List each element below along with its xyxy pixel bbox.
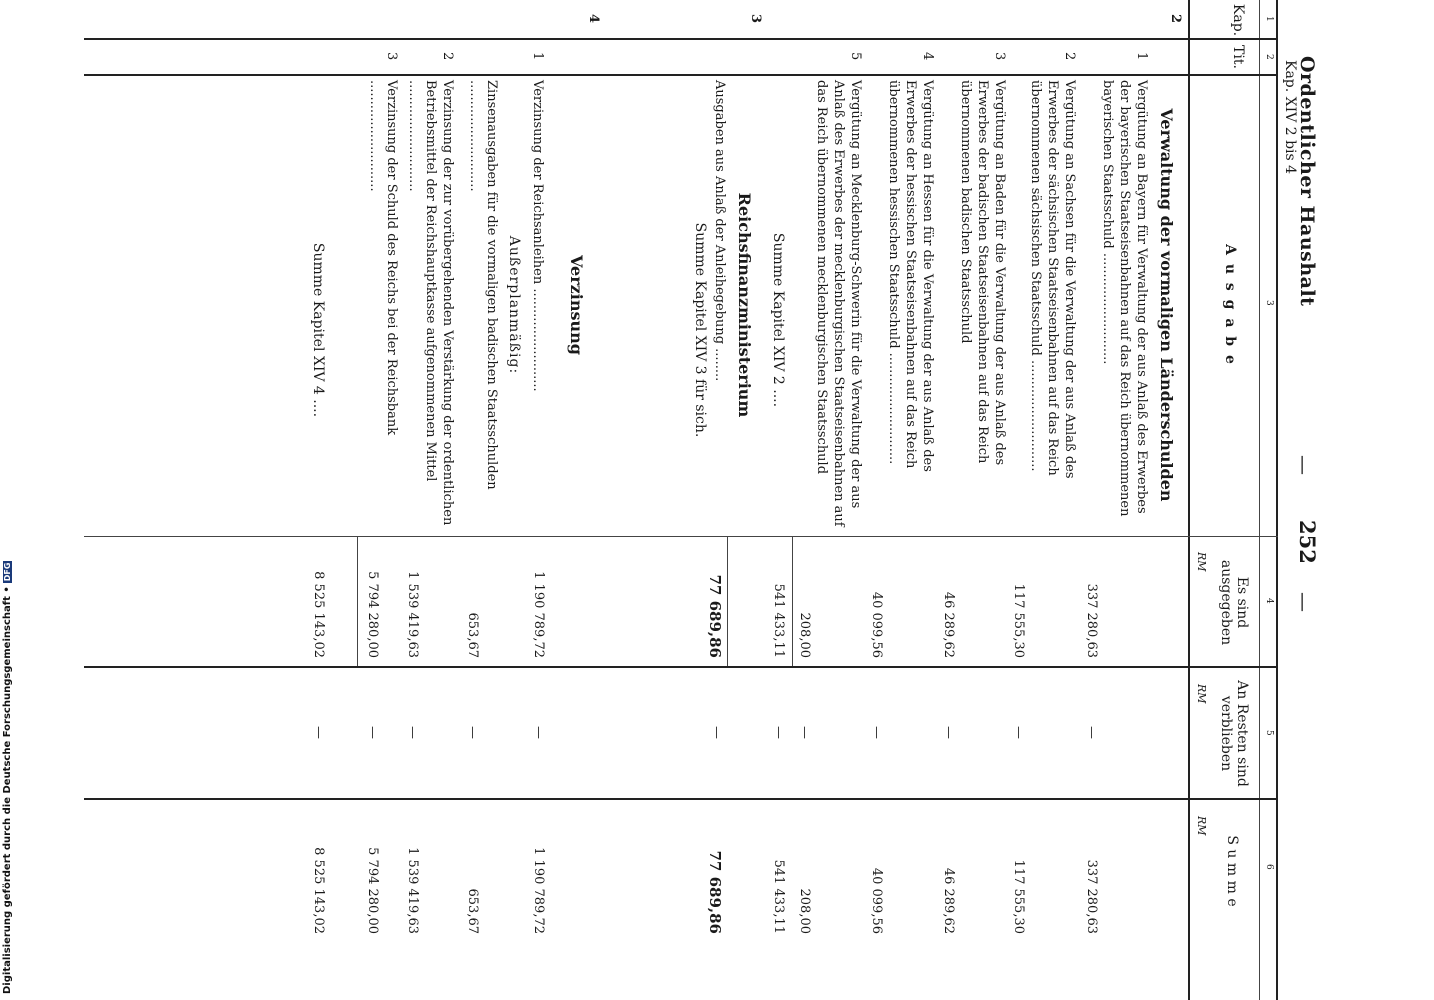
page-subtitle: Kap. XIV 2 bis 4 xyxy=(1282,60,1298,175)
row-rest: — xyxy=(869,726,884,739)
tit-number: 3 xyxy=(384,52,399,61)
subtotal-rule xyxy=(792,536,793,666)
row-text: Vergütung an Sachsen für die Verwaltung der aus Anlaß des Erwerbes der sächsischen Staatseisenbahnen auf das Reich übernommenen sächsischen Staatsschuld ........................... xyxy=(1028,80,1077,479)
row-sum: 40 099,56 xyxy=(869,867,884,934)
col-divider xyxy=(84,666,1278,668)
col-divider xyxy=(84,38,1278,40)
row-text: Verzinsung der zur vorübergehenden Verstärkung der ordentlichen Betriebsmittel der Reichshauptkasse aufgenommenen Mittel ........................... xyxy=(406,80,455,526)
tit-number: 2 xyxy=(1062,52,1077,61)
section-heading: Verzinsung xyxy=(567,255,586,355)
colnum-4: 4 xyxy=(1264,598,1274,604)
header-tit: Tit. xyxy=(1230,45,1246,69)
dfg-logo: DFG xyxy=(3,562,12,582)
total-value: 77 689,86 xyxy=(706,574,724,658)
row-text: Vergütung an Bayern für Verwaltung der aus Anlaß des Erwerbes der bayerischen Staatseisenbahnen auf das Reich übernommenen bayerischen Staatsschuld ........................... xyxy=(1100,80,1149,517)
section-heading: Verwaltung der vormaligen Länderschulden xyxy=(1157,108,1176,502)
total-value: 541 433,11 xyxy=(771,583,786,658)
row-value: 1 539 419,63 xyxy=(405,571,420,658)
row-sum: 46 289,62 xyxy=(941,867,956,934)
section-kap: 3 xyxy=(748,14,763,24)
subtotal-rule xyxy=(727,536,728,666)
row-value: 117 555,30 xyxy=(1011,583,1026,658)
sidebar xyxy=(0,0,18,1000)
row-rest: — xyxy=(1084,726,1099,739)
row-value: 5 794 280,00 xyxy=(365,571,380,658)
row-text: Außerplanmäßig: xyxy=(506,235,522,375)
funding-note: Digitalisierung gefördert durch die Deutsche Forschungsgemeinschaft •DFG xyxy=(2,562,13,994)
row-rest: — xyxy=(797,726,812,739)
header-ausgabe: A u s g a b e xyxy=(1222,244,1238,366)
row-value: 1 190 789,72 xyxy=(531,571,546,658)
header-dash: — xyxy=(1292,455,1316,475)
document-page xyxy=(84,0,1346,1000)
row-rest: — xyxy=(531,726,546,739)
total-sum: 8 525 143,02 xyxy=(311,847,326,934)
row-sum: 208,00 xyxy=(797,888,812,934)
row-sum: 1 190 789,72 xyxy=(531,847,546,934)
header-dash: — xyxy=(1292,592,1316,612)
header-col5: An Resten sind verblieben xyxy=(1218,680,1250,787)
row-value: 46 289,62 xyxy=(941,591,956,658)
row-rest: — xyxy=(465,726,480,739)
page-title: Ordentlicher Haushalt xyxy=(1296,56,1318,307)
row-rest: — xyxy=(405,726,420,739)
unit-col5: RM xyxy=(1195,684,1208,704)
header-bottom-rule xyxy=(1188,0,1190,1000)
col-divider xyxy=(84,74,1278,76)
row-text: Verzinsung der Reichsanleihen ......................... xyxy=(530,80,545,392)
total-label: Summe Kapitel XIV 2 .... xyxy=(770,232,786,408)
colnum-6: 6 xyxy=(1264,864,1274,870)
colnum-rule xyxy=(1259,0,1260,1000)
row-sum: 1 539 419,63 xyxy=(405,847,420,934)
row-text: Vergütung an Baden für die Verwaltung der aus Anlaß des Erwerbes der badischen Staatseisenbahnen auf das Reich übernommenen badischen Staatsschuld xyxy=(958,80,1007,466)
section-heading: Reichsfinanzministerium xyxy=(735,192,754,418)
table-top-rule xyxy=(1276,0,1278,1000)
row-rest: — xyxy=(941,726,956,739)
colnum-5: 5 xyxy=(1264,730,1274,736)
row-value: 653,67 xyxy=(465,612,480,658)
total-sum: 77 689,86 xyxy=(706,850,724,934)
unit-col4: RM xyxy=(1195,552,1208,572)
tit-number: 4 xyxy=(920,52,935,61)
colnum-1: 1 xyxy=(1264,16,1274,22)
total-rest: — xyxy=(771,726,786,739)
row-value: 208,00 xyxy=(797,612,812,658)
col-divider xyxy=(84,798,1278,800)
row-value: 40 099,56 xyxy=(869,591,884,658)
total-value: 8 525 143,02 xyxy=(311,571,326,658)
row-sum: 653,67 xyxy=(465,888,480,934)
tit-number: 5 xyxy=(848,52,863,61)
subtotal-rule xyxy=(357,536,358,666)
row-sum: 337 280,63 xyxy=(1084,859,1099,934)
section-kap: 2 xyxy=(1168,14,1183,24)
header-kap: Kap. xyxy=(1230,3,1246,37)
row-text: Vergütung an Hessen für die Verwaltung der aus Anlaß des Erwerbes der hessischen Staatseisenbahnen auf das Reich übernommenen hessischen Staatsschuld ........................... xyxy=(886,80,935,472)
row-rest: — xyxy=(1011,726,1026,739)
row-text: Verzinsung der Schuld des Reichs bei der Reichsbank ........................... xyxy=(367,80,399,436)
total-label: Summe Kapitel XIV 3 für sich. xyxy=(692,222,708,438)
unit-col6: RM xyxy=(1195,816,1208,836)
tit-number: 3 xyxy=(992,52,1007,61)
colnum-2: 2 xyxy=(1264,54,1274,60)
tit-number: 1 xyxy=(1134,52,1149,61)
tit-number: 1 xyxy=(530,52,545,61)
total-rest: — xyxy=(311,726,326,739)
row-text: Vergütung an Mecklenburg-Schwerin für die Verwaltung der aus Anlaß des Erwerbes der mecklenburgischen Staatseisenbahnen auf das Reich übernommenen mecklenburgischen Staatsschuld xyxy=(814,80,863,527)
tit-number: 2 xyxy=(440,52,455,61)
total-rest: — xyxy=(709,726,724,739)
row-sum: 5 794 280,00 xyxy=(365,847,380,934)
row-rest: — xyxy=(365,726,380,739)
section-kap: 4 xyxy=(586,14,601,24)
header-col6: S u m m e xyxy=(1224,835,1240,907)
total-label: Summe Kapitel XIV 4 .... xyxy=(310,242,326,418)
row-value: 337 280,63 xyxy=(1084,583,1099,658)
colnum-3: 3 xyxy=(1264,300,1274,306)
total-sum: 541 433,11 xyxy=(771,859,786,934)
row-text: Ausgaben aus Anlaß der Anleihegebung ........ xyxy=(712,80,727,382)
header-col4: Es sind ausgegeben xyxy=(1218,559,1250,646)
page-number: 252 xyxy=(1295,520,1320,564)
row-sum: 117 555,30 xyxy=(1011,859,1026,934)
row-text: Zinsenausgaben für die vormaligen badischen Staatsschulden ........................... xyxy=(467,80,499,490)
col-divider xyxy=(84,536,1278,537)
